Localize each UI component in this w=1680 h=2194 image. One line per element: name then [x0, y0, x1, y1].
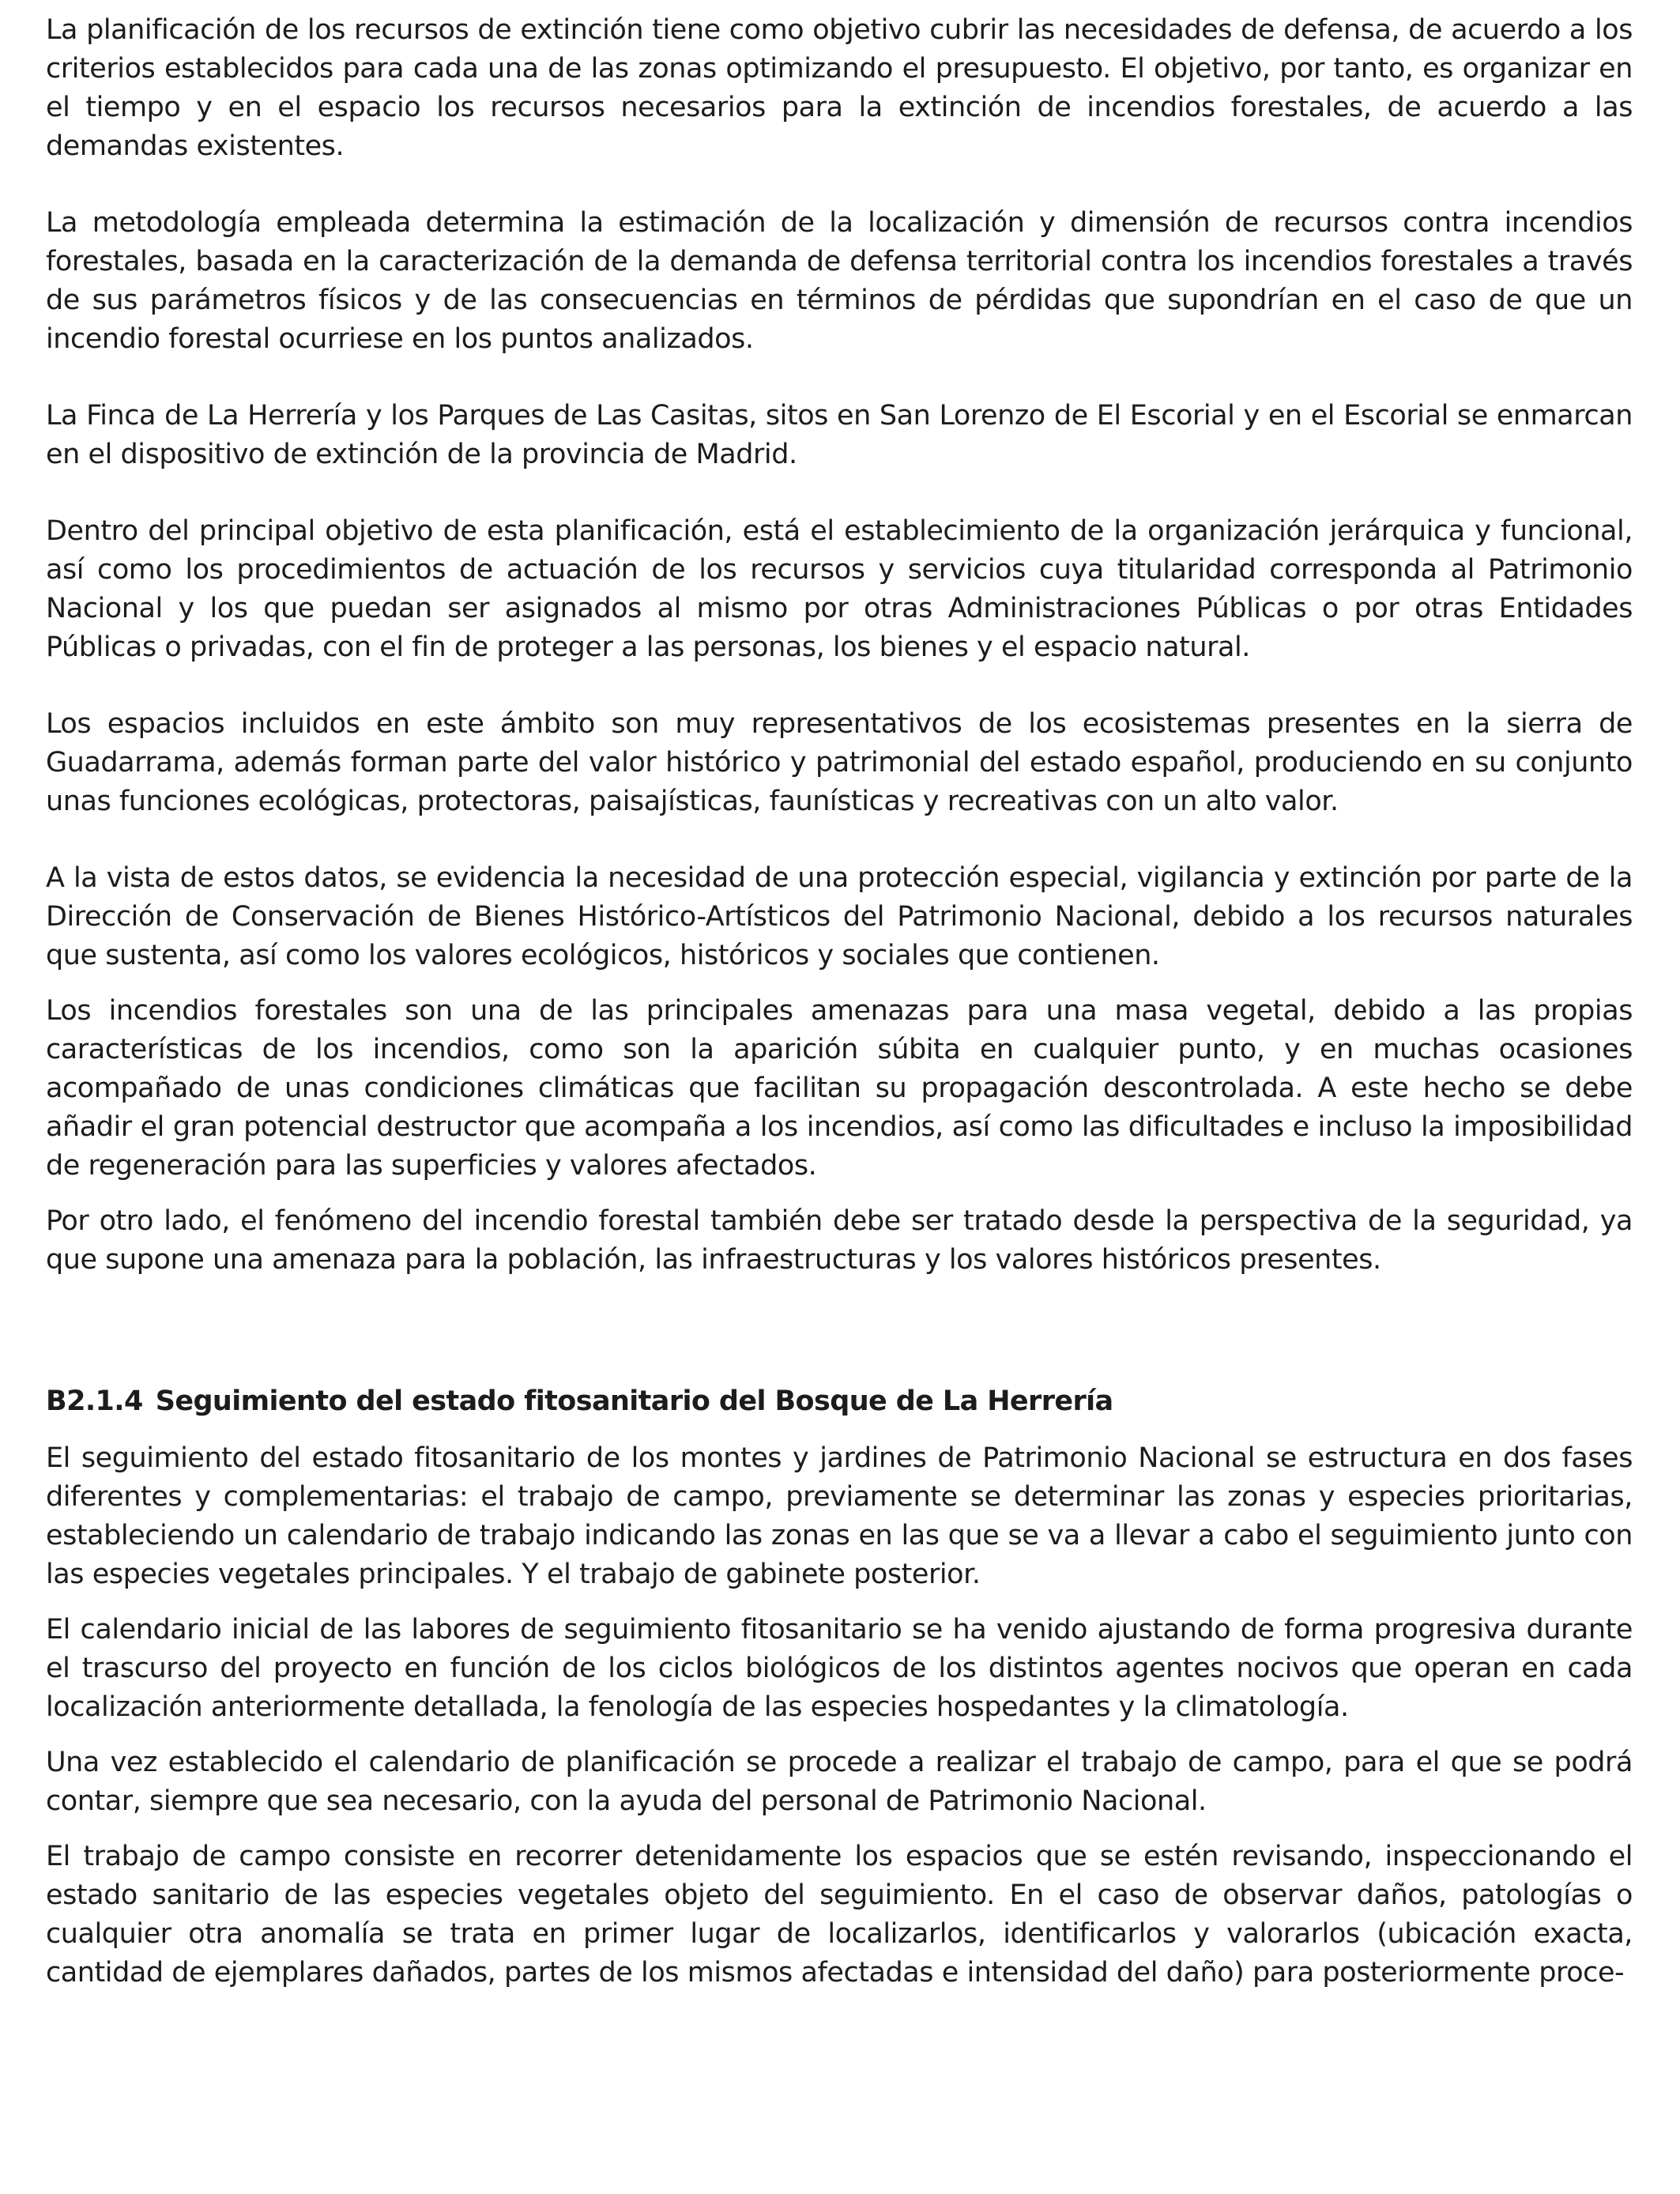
document-page: [46, 11, 1633, 1992]
paragraph-protection-need: A la vista de estos datos, se evidencia la necesidad de una protección especial, vigilancia y extinción por parte de la Dirección de Conservación de Bienes Histórico-Artísticos del Patrimonio Nacional, debido a los recursos naturales que sustenta, así como los valores ecológicos, históricos y sociales que contienen.: [46, 862, 1633, 971]
paragraph-safety-perspective: Por otro lado, el fenómeno del incendio forestal también debe ser tratado desde la perspectiva de la seguridad, ya que supone una amenaza para la población, las infraestructuras y los valores históricos presentes.: [46, 1205, 1633, 1276]
paragraph-wildfire-threat: Los incendios forestales son una de las principales amenazas para una masa vegetal, debido a las propias características de los incendios, como son la aparición súbita en cualquier punto, y en muchas ocasiones acompañado de unas condiciones climáticas que facilitan su propagación descontrolada. A este hecho se debe añadir el gran potencial destructor que acompaña a los incendios, así como las dificultades e incluso la imposibilidad de regeneración para las superficies y valores afectados.: [46, 995, 1633, 1182]
paragraph-finca-herreria: La Finca de La Herrería y los Parques de Las Casitas, sitos en San Lorenzo de El Escorial y en el Escorial se enmarcan en el dispositivo de extinción de la provincia de Madrid.: [46, 400, 1633, 470]
paragraph-ecosystems: Los espacios incluidos en este ámbito son muy representativos de los ecosistemas presentes en la sierra de Guadarrama, además forman parte del valor histórico y patrimonial del estado español, produciendo en su conjunto unas funciones ecológicas, protectoras, paisajísticas, faunísticas y recreativas con un alto valor.: [46, 708, 1633, 817]
paragraph-main-objective: Dentro del principal objetivo de esta planificación, está el establecimiento de la organización jerárquica y funcional, así como los procedimientos de actuación de los recursos y servicios cuya titularidad corresponda al Patrimonio Nacional y los que puedan ser asignados al mismo por otras Administraciones Públicas o por otras Entidades Públicas o privadas, con el fin de proteger a las personas, los bienes y el espacio natural.: [46, 515, 1633, 663]
paragraph-resource-planning: La planificación de los recursos de extinción tiene como objetivo cubrir las necesidades de defensa, de acuerdo a los criterios establecidos para cada una de las zonas optimizando el presupuesto. El objetivo, por tanto, es organizar en el tiempo y en el espacio los recursos necesarios para la extinción de incendios forestales, de acuerdo a las demandas existentes.: [46, 14, 1633, 162]
section-number: B2.1.4: [46, 1385, 143, 1417]
section-heading: [46, 1382, 1633, 1421]
paragraph-fieldwork-start: Una vez establecido el calendario de planificación se procede a realizar el trabajo de campo, para el que se podrá contar, siempre que sea necesario, con la ayuda del personal de Patrimonio Nacional.: [46, 1747, 1633, 1817]
paragraph-phytosanitary-monitoring: El seguimiento del estado fitosanitario de los montes y jardines de Patrimonio Nacional se estructura en dos fases diferentes y complementarias: el trabajo de campo, previamente se determinar las zonas y especies prioritarias, estableciendo un calendario de trabajo indicando las zonas en las que se va a llevar a cabo el seguimiento junto con las especies vegetales principales. Y el trabajo de gabinete posterior.: [46, 1442, 1633, 1590]
paragraph-fieldwork-details: El trabajo de campo consiste en recorrer detenidamente los espacios que se estén revisando, inspeccionando el estado sanitario de las especies vegetales objeto del seguimiento. En el caso de observar daños, patologías o cualquier otra anomalía se trata en primer lugar de localizarlos, identificarlos y valorarlos (ubicación exacta, cantidad de ejemplares dañados, partes de los mismos afectadas e intensidad del daño) para posteriormente proce-: [46, 1841, 1633, 1989]
paragraph-methodology: La metodología empleada determina la estimación de la localización y dimensión de recursos contra incendios forestales, basada en la caracterización de la demanda de defensa territorial contra los incendios forestales a través de sus parámetros físicos y de las consecuencias en términos de pérdidas que supondrían en el caso de que un incendio forestal ocurriese en los puntos analizados.: [46, 207, 1633, 355]
section-title: Seguimiento del estado fitosanitario del Bosque de La Herrería: [155, 1385, 1113, 1417]
paragraph-calendar: El calendario inicial de las labores de seguimiento fitosanitario se ha venido ajustando de forma progresiva durante el trascurso del proyecto en función de los ciclos biológicos de los distintos agentes nocivos que operan en cada localización anteriormente detallada, la fenología de las especies hospedantes y la climatología.: [46, 1614, 1633, 1723]
